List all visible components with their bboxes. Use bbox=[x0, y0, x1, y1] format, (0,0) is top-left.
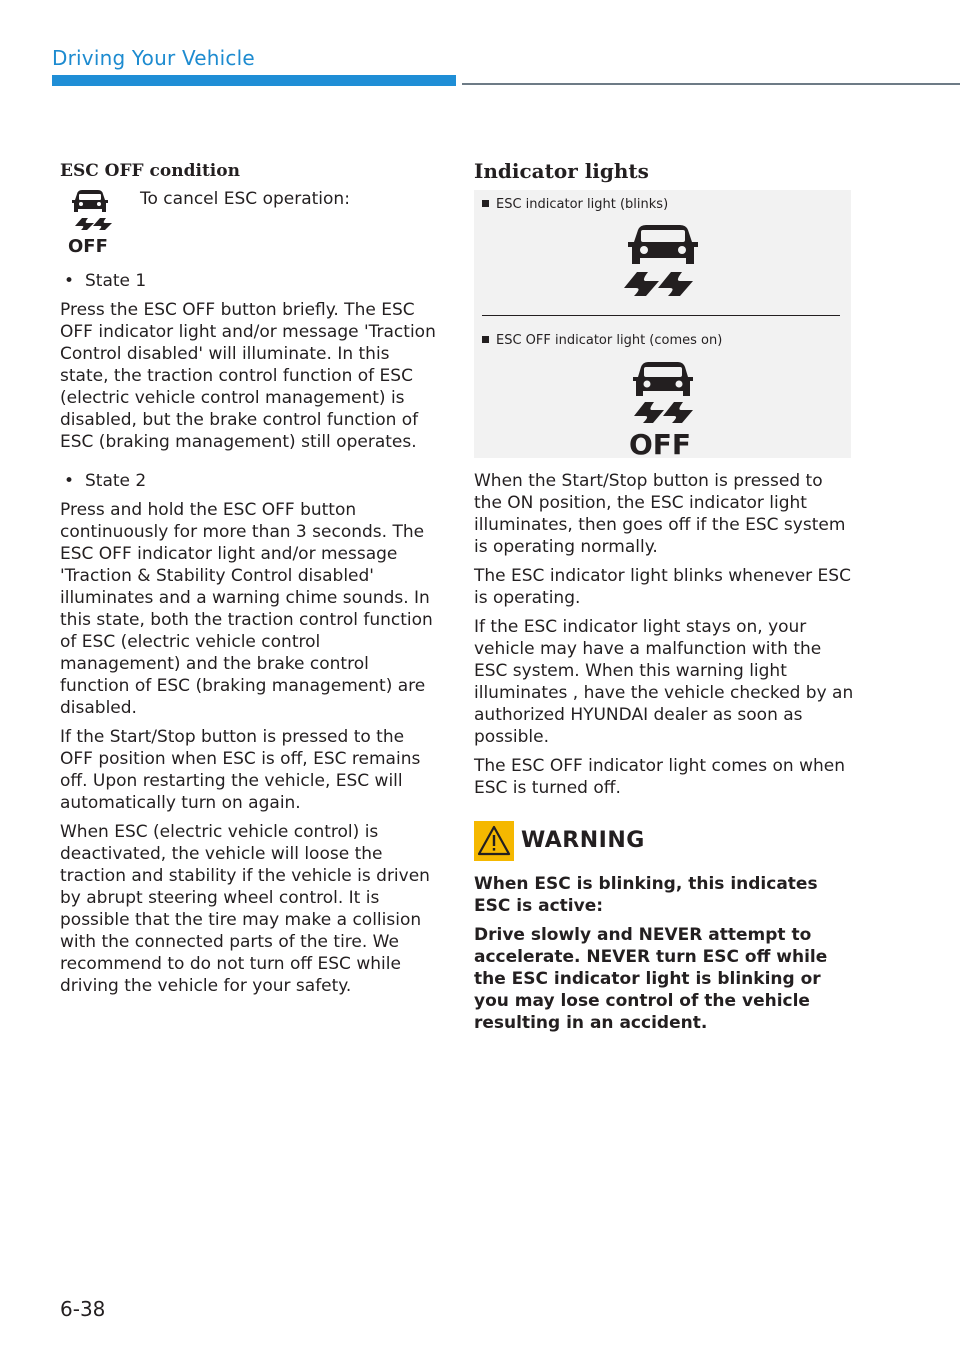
panel-divider bbox=[482, 315, 840, 316]
cancel-esc-text: To cancel ESC operation: bbox=[140, 189, 350, 209]
right-column bbox=[474, 160, 854, 1041]
indicator-paragraph-2: The ESC indicator light blinks whenever ESC is operating. bbox=[474, 566, 851, 608]
warning-text-2: Drive slowly and NEVER attempt to accelerate. NEVER turn ESC off while the ESC indicator light is blinking or you may lose control of the vehicle resulting in an accident. bbox=[474, 925, 828, 1033]
indicator-paragraph-3: If the ESC indicator light stays on, your vehicle may have a malfunction with the ESC system. When this warning light illuminates , have the vehicle checked by an authorized HYUNDAI dealer as soon as possible. bbox=[474, 617, 854, 747]
esc-off-icon bbox=[60, 188, 140, 260]
esc-indicator-caption: ESC indicator light (blinks) bbox=[482, 194, 668, 216]
svg-text:OFF: OFF bbox=[68, 236, 108, 254]
section-title: Driving Your Vehicle bbox=[52, 46, 255, 70]
esc-off-indicator-caption: ESC OFF indicator light (comes on) bbox=[482, 330, 722, 352]
state2-text: Press and hold the ESC OFF button continuously for more than 3 seconds. The ESC OFF indicator light and/or message 'Traction & Stability Control disabled' illuminates and a warning chime sounds. In this state, both the traction control function of ESC (electric vehicle control management) and the brake control function of ESC (braking management) are disabled. bbox=[60, 500, 433, 718]
esc-off-heading: ESC OFF condition bbox=[60, 161, 240, 181]
esc-off-indicator-icon bbox=[628, 360, 698, 464]
warning-header bbox=[474, 821, 854, 861]
indicator-lights-heading: Indicator lights bbox=[474, 159, 649, 183]
cancel-esc-row bbox=[60, 188, 438, 260]
state1-label: • State 1 bbox=[64, 271, 147, 291]
header-rule bbox=[462, 83, 960, 85]
warning-title: WARNING bbox=[521, 828, 645, 853]
warning-triangle-icon bbox=[474, 821, 514, 861]
restart-paragraph: If the Start/Stop button is pressed to the OFF position when ESC is off, ESC remains off. Upon restarting the vehicle, ESC will automatically turn on again. bbox=[60, 727, 421, 813]
indicator-paragraph-4: The ESC OFF indicator light comes on when ESC is turned off. bbox=[474, 756, 846, 798]
deactivated-paragraph: When ESC (electric vehicle control) is deactivated, the vehicle will loose the traction and stability if the vehicle is driven by abrupt steering wheel control. It is possible that the tire may make a collision with the connected parts of the tire. We recommend to do not turn off ESC while driving the vehicle for your safety. bbox=[60, 822, 430, 996]
indicator-panel bbox=[474, 190, 851, 458]
page-number: 6-38 bbox=[60, 1297, 106, 1321]
header-accent-bar bbox=[52, 75, 456, 86]
warning-text-1: When ESC is blinking, this indicates ESC is active: bbox=[474, 874, 818, 916]
state1-text: Press the ESC OFF button briefly. The ESC OFF indicator light and/or message 'Traction Control disabled' will illuminate. In this state, the traction control function of ESC (electric vehicle control management) is disabled, but the brake control function of ESC (braking management) still operates. bbox=[60, 300, 436, 452]
indicator-paragraph-1: When the Start/Stop button is pressed to the ON position, the ESC indicator light illuminates, then goes off if the ESC system is operating normally. bbox=[474, 471, 846, 557]
esc-indicator-icon bbox=[622, 222, 704, 308]
state2-label: • State 2 bbox=[64, 471, 147, 491]
left-column bbox=[60, 160, 438, 1004]
off-label: OFF bbox=[629, 428, 692, 458]
